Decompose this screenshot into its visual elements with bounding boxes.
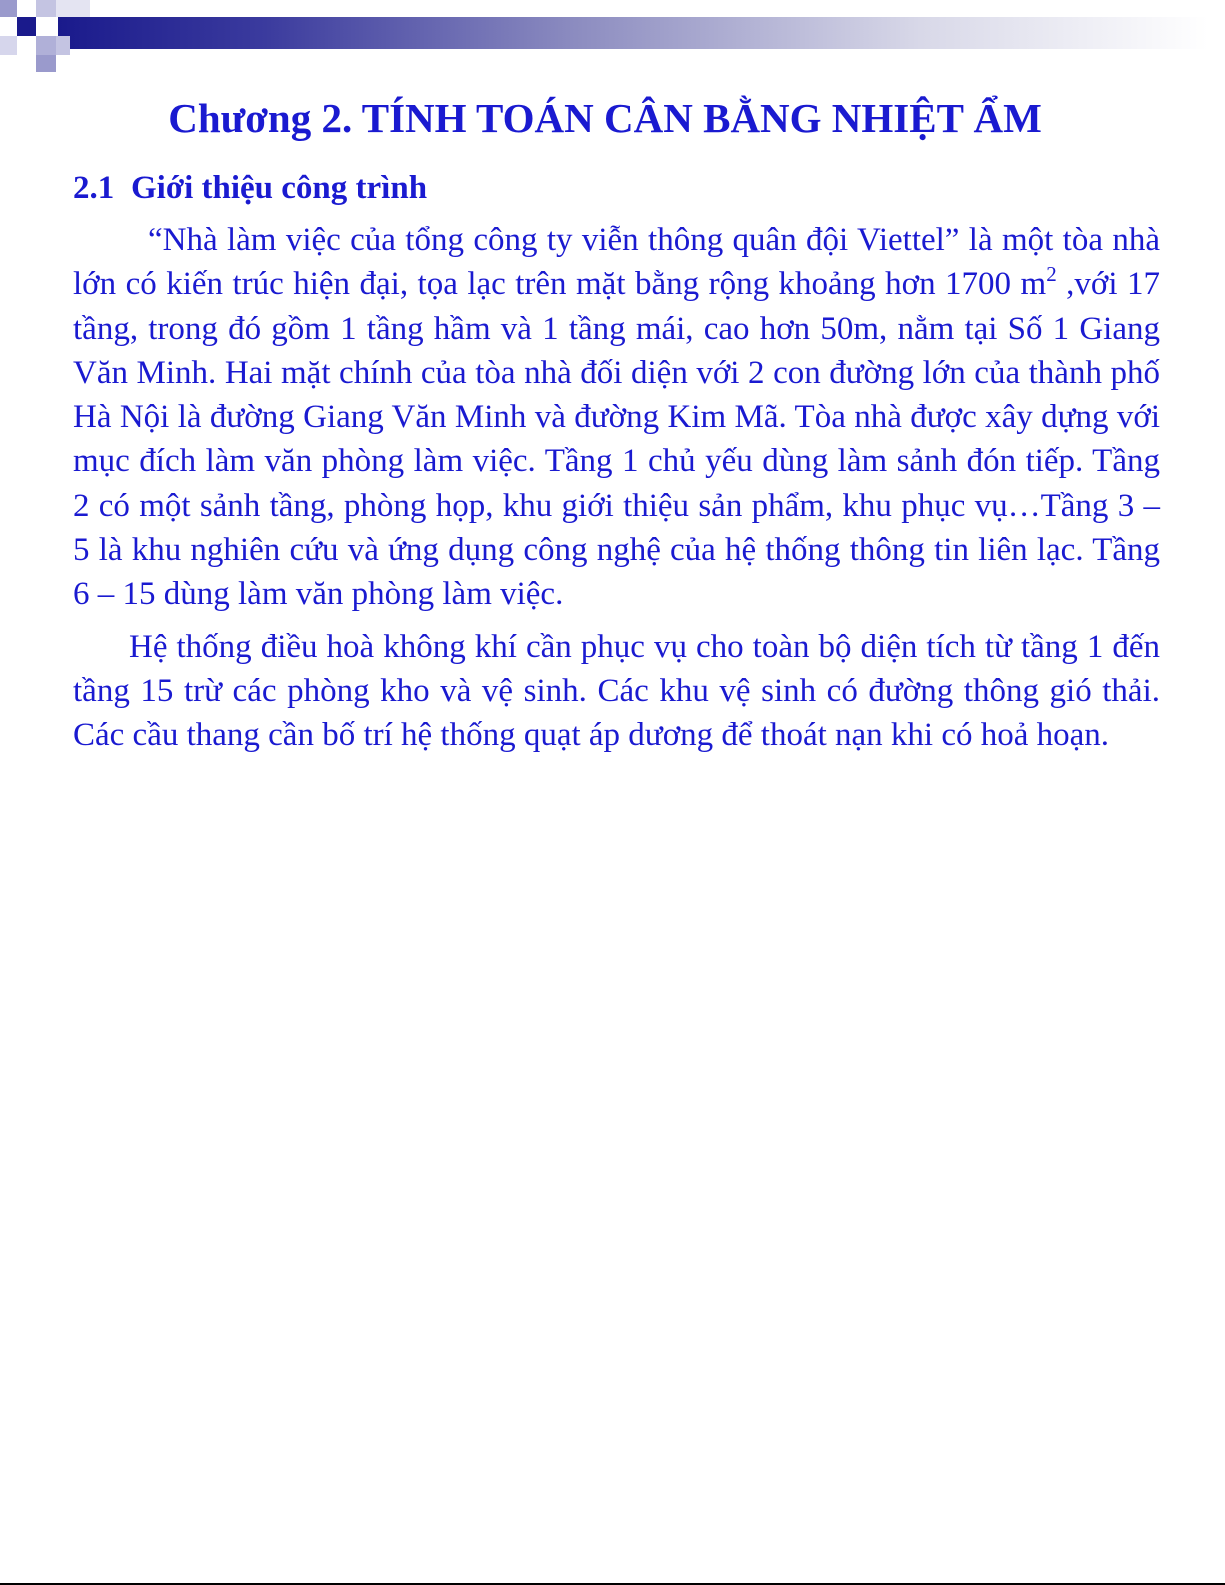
paragraph-1-text-a: “Nhà làm việc của tổng công ty viễn thông quân đội Viettel” là một tòa nhà lớn có kiến trúc hiện đại, tọa lạc trên mặt bằng rộng khoảng hơn 1700 m (73, 222, 1160, 303)
header-decoration (0, 0, 1225, 80)
page-title: Chương 2. TÍNH TOÁN CÂN BẰNG NHIỆT ẨM (168, 95, 1042, 141)
superscript-2: 2 (1046, 262, 1057, 287)
section-number: 2.1 (73, 170, 115, 206)
header-square-light-1 (36, 0, 56, 17)
section-title: Giới thiệu công trình (131, 170, 428, 206)
section-heading (73, 166, 427, 210)
paragraph-2: Hệ thống điều hoà không khí cần phục vụ cho toàn bộ diện tích từ tầng 1 đến tầng 15 trừ các phòng kho và vệ sinh. Các khu vệ sinh có đường thông gió thải. Các cầu thang cần bố trí hệ thống quạt áp dương để thoát nạn khi có hoả hoạn. (73, 628, 1160, 754)
header-square-mid-1 (36, 36, 56, 55)
header-square-mid-2 (0, 36, 17, 55)
body-text (73, 218, 1160, 758)
paragraph-1 (73, 218, 1160, 617)
paragraph-1-text-b: ,với 17 tầng, trong đó gồm 1 tầng hầm và 1 tầng mái, cao hơn 50m, nằm tại Số 1 Giang Văn Minh. Hai mặt chính của tòa nhà đối diện với 2 con đường lớn của thành phố Hà Nội là đường Giang Văn Minh và đường Kim Mã. Tòa nhà được xây dựng với mục đích làm văn phòng làm việc. Tầng 1 chủ yếu dùng làm sảnh đón tiếp. Tầng 2 có một sảnh tầng, phòng họp, khu giới thiệu sản phẩm, khu phục vụ…Tầng 3 – 5 là khu nghiên cứu và ứng dụng công nghệ của hệ thống thông tin liên lạc. Tầng 6 – 15 dùng làm văn phòng làm việc. (73, 266, 1160, 613)
header-gradient-band (58, 17, 1208, 49)
header-square-mid-4 (56, 36, 70, 55)
header-square-mid-3 (36, 55, 56, 72)
header-square-dark-1 (0, 0, 17, 17)
header-square-dark-2 (17, 17, 36, 36)
header-square-light-2 (56, 0, 90, 17)
